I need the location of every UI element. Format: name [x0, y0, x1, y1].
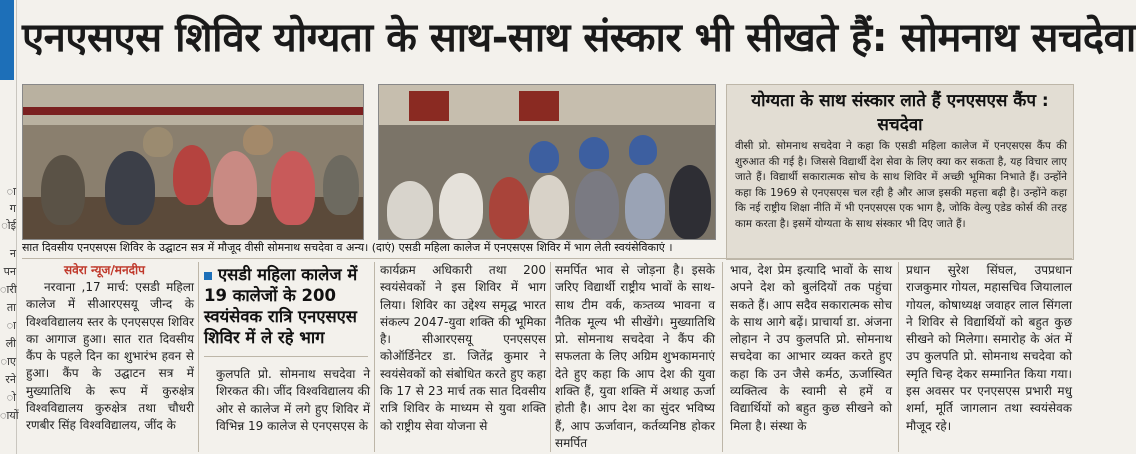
edge-fragment: ली: [5, 337, 16, 350]
divider: [22, 258, 1072, 259]
article-column-4: समर्पित भाव से जोड़ना है। इसके जरिए विद्यार्थी राष्ट्रीय भावों के साथ-साथ टीम वर्क, कत्र्तव्य भावना व नैतिक मूल्य भी सीखेंगे। मुख्यातिथि प्रो. सोमनाथ सचदेवा ने कैंप की सफलता के लिए अग्रिम शुभकामनाएं देते हुए कहा कि आप देश की युवा शक्ति हैं, युवा शक्ति में अथाह ऊर्जा होती है। आप देश का सुंदर भविष्य हैं, आप ऊर्जावान, कर्तव्यनिष्ठ होकर समर्पित: [555, 263, 715, 450]
edge-fragment: ा: [6, 319, 16, 332]
column-rule: [722, 262, 723, 452]
edge-fragment: पन: [3, 265, 16, 278]
photo-inauguration: [22, 84, 364, 240]
edge-fragment: ता: [6, 301, 16, 314]
photo-volunteers: [378, 84, 716, 240]
article-column-1: [26, 262, 194, 452]
sidebar-body: वीसी प्रो. सोमनाथ सचदेवा ने कहा कि एसडी महिला कालेज में एनएसएस कैंप की शुरुआत की गई है। जिससे विद्यार्थी देश सेवा के लिए क्या कर सकता है, यह विचार लाए जाते हैं। विद्यार्थी सकारात्मक सोच के साथ शिविर में अच्छी भूमिका निभाते हैं। उन्होंने कहा कि 1969 से एनएसएस चल रही है और आज इसकी महत्ता बढ़ी है। उन्होंने कहा कि नई राष्ट्रीय शिक्षा नीति में भी एनएसएस एक भाग है, जोकि वेल्यु एडेड कोर्स की तरह काम करता है। इसमें योग्यता के साथ संस्कार भी दिए जाते हैं।: [735, 140, 1067, 230]
bullet-icon: [204, 272, 212, 280]
column-rule: [550, 262, 551, 452]
sidebar-title: योग्यता के साथ संस्कार लाते हैं एनएसएस कैंप : सचदेवा: [751, 91, 1049, 135]
edge-fragment: ाए: [0, 355, 16, 368]
edge-fragment: न: [9, 247, 16, 260]
edge-fragment: ारी: [0, 283, 17, 296]
article-column-3: कार्यक्रम अधिकारी तथा 200 स्वयंसेवकों ने इस शिविर में भाग लिया। शिविर का उद्देश्य समृद्ध भारत संकल्प 2047-युवा शक्ति की भूमिका है। सीआरएसयू एनएसएस कोऑर्डिनेटर डा. जितेंद्र कुमार ने स्वयंसेवकों को संबोधित करते हुए कहा कि 17 से 23 मार्च तक सात दिवसीय रात्रि शिविर के माध्यम से युवा शक्ति को राष्ट्रीय सेवा योजना से: [380, 263, 546, 433]
edge-fragment: ा: [6, 185, 16, 198]
article-column-2: [204, 264, 370, 452]
column-rule: [898, 262, 899, 452]
edge-fragment: रने: [5, 373, 16, 386]
column-rule: [374, 262, 375, 452]
edge-fragment: ग: [9, 202, 16, 215]
edge-fragment: ो: [6, 391, 16, 404]
adjacent-blue-block: [0, 0, 14, 80]
headline: एनएसएस शिविर योग्यता के साथ-साथ संस्कार भी सीखते हैं: सोमनाथ सचदेवा: [22, 15, 1136, 61]
article-column-6: प्रधान सुरेश सिंघल, उपप्रधान राजकुमार गोयल, महासचिव जियालाल गोयल, कोषाध्यक्ष जवाहर लाल सिंगला ने शिविर से विद्यार्थियों को बहुत कुछ सीखने को मिलेगा। समारोह के अंत में उप कुलपति प्रो. सोमनाथ सचदेवा को स्मृति चिन्ह देकर सम्मानित किया गया। इस अवसर पर एनएसएस प्रभारी मधु शर्मा, मूर्ति जागलान तथा स्वयंसेवक मौजूद रहे।: [906, 263, 1072, 433]
subheadline: [204, 264, 370, 360]
sidebar-box: [726, 84, 1074, 260]
article-column-5: भाव, देश प्रेम इत्यादि भावों के साथ अपने देश को बुलंदियों तक पहुंचा सकते हैं। आप सदैव सकारात्मक सोच के साथ आगे बढ़ें। प्राचार्या डा. अंजना लोहान ने उप कुलपति प्रो. सोमनाथ सचदेवा का आभार व्यक्त करते हुए कहा कि उन जैसे कर्मठ, ऊर्जास्वित व्यक्तित्व के स्वामी से हमें व विद्यार्थियों को बहुत कुछ सीखने को मिला है। संस्था के: [730, 263, 892, 433]
byline: सवेरा न्यूज/मनदीप: [64, 263, 145, 277]
edge-fragment: ोई: [1, 219, 16, 232]
subheadline-text: एसडी महिला कालेज में 19 कालेजों के 200 स्वयंसेवक रात्रि एनएसएस शिविर में ले रहे भाग: [204, 265, 358, 347]
column-rule: [198, 262, 199, 452]
photo-caption: सात दिवसीय एनएसएस शिविर के उद्घाटन सत्र में मौजूद वीसी सोमनाथ सचदेवा व अन्य। (दाएं) एसडी महिला कालेज में एनएसएस शिविर में भाग लेती स्वयंसेविकाएं ।: [22, 241, 673, 254]
article-text: नरवाना ,17 मार्च: एसडी महिला कालेज में सीआरएसयू जीन्द के विश्वविद्यालय स्तर के एनएसएस शिविर का आगाज हुआ। सात रात दिवसीय कैंप के पहले दिन का शुभारंभ हवन से हुआ। कैंप के उद्घाटन सत्र में मुख्यातिथि के रूप में कुरुक्षेत्र विश्वविद्यालय कुरुक्षेत्र तथा चौधरी रणबीर सिंह विश्वविद्यालय, जींद के: [26, 280, 194, 433]
subhead-divider: [204, 356, 368, 357]
edge-fragment: ायों: [0, 409, 19, 422]
article-text: कुलपति प्रो. सोमनाथ सचदेवा ने शिरकत की। जींद विश्वविद्यालय की ओर से कालेज में लगे हुए शिविर में विभिन्न 19 कालेज से एनएसएस के: [216, 367, 370, 433]
